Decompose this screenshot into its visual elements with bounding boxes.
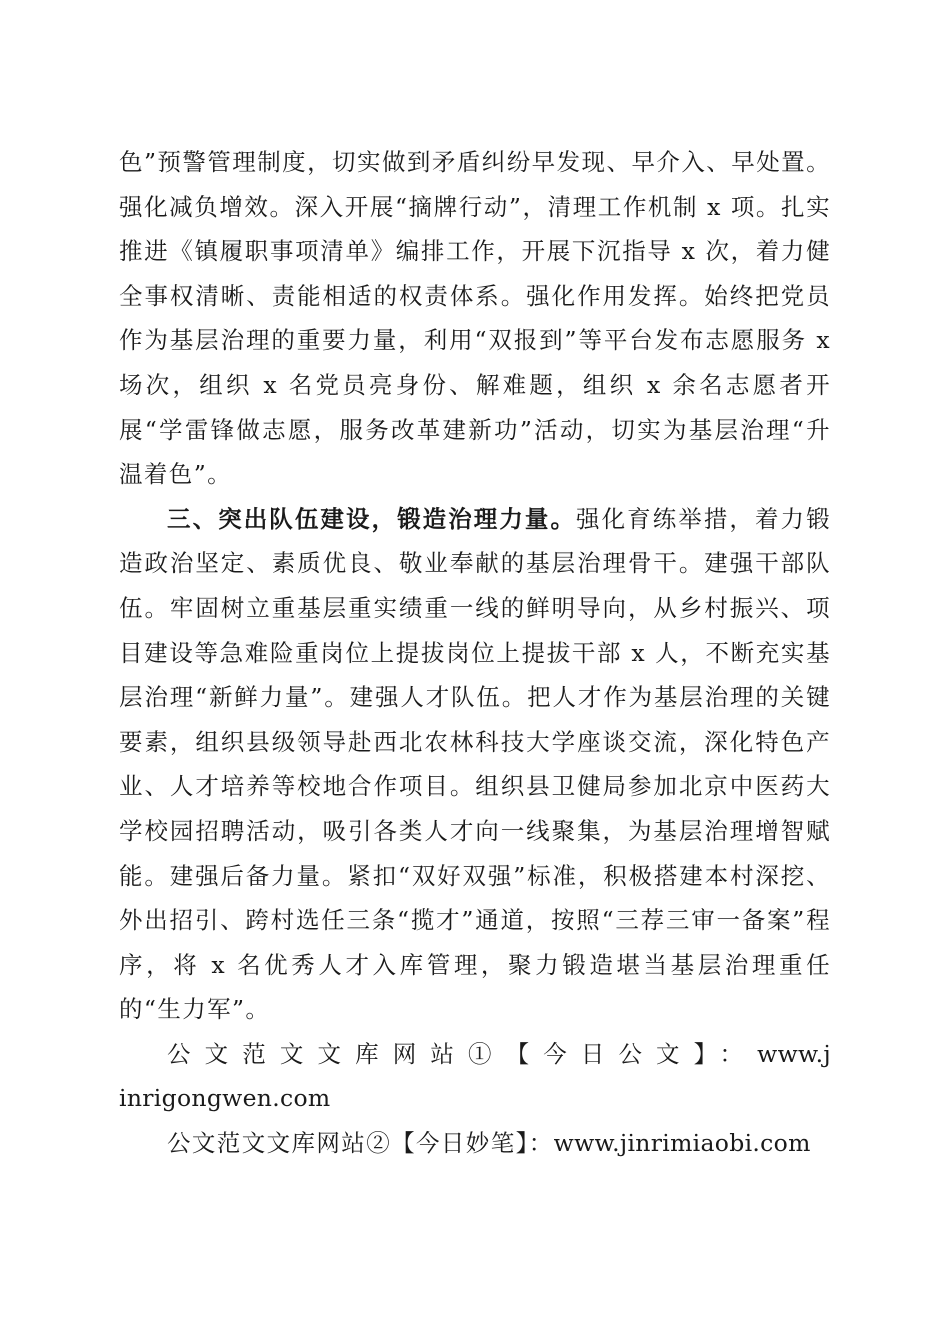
footer-website-two-url[interactable]: www.jinrimiaobi.com xyxy=(553,1129,811,1158)
section-heading: 三、突出队伍建设，锻造治理力量。 xyxy=(167,504,577,533)
footer-website-one xyxy=(119,1032,831,1121)
paragraph-text: 强化育练举措，着力锻造政治坚定、素质优良、敬业奉献的基层治理骨干。建强干部队伍。牢固树立重基层重实绩重一线的鲜明导向，从乡村振兴、项目建设等急难险重岗位上提拔岗位上提拔干部 x 人，不断充实基层治理“新鲜力量”。建强人才队伍。把人才作为基层治理的关键要素，组织县级领导赴西北农林科技大学座谈交流，深化特色产业、人才培养等校地合作项目。组织县卫健局参加北京中医药大学校园招聘活动，吸引各类人才向一线聚集，为基层治理增智赋能。建强后备力量。紧扣“双好双强”标准，积极搭建本村深挖、外出招引、跨村选任三条“揽才”通道，按照“三荐三审一备案”程序，将 x 名优秀人才入库管理，聚力锻造堪当基层治理重任的“生力军”。 xyxy=(119,504,832,1024)
footer-website-one-url[interactable]: www.jinrigongwen.com xyxy=(119,1039,831,1113)
paragraph-section-three xyxy=(119,497,831,1032)
paragraph-text: 色”预警管理制度，切实做到矛盾纠纷早发现、早介入、早处置。强化减负增效。深入开展“摘牌行动”，清理工作机制 x 项。扎实推进《镇履职事项清单》编排工作，开展下沉指导 x 次，着力健全事权清晰、责能相适的权责体系。强化作用发挥。始终把党员作为基层治理的重要力量，利用“双报到”等平台发布志愿服务 x 场次，组织 x 名党员亮身份、解难题，组织 x 余名志愿者开展“学雷锋做志愿，服务改革建新功”活动，切实为基层治理“升温着色”。 xyxy=(119,148,831,489)
document-body xyxy=(119,140,831,1166)
footer-website-two-label: 公文范文文库网站②【今日妙笔】： xyxy=(167,1129,554,1158)
footer-website-one-label: 公文范文文库网站①【今日公文】： xyxy=(167,1039,758,1068)
footer-website-two xyxy=(119,1121,831,1166)
paragraph-continuation xyxy=(119,140,831,497)
